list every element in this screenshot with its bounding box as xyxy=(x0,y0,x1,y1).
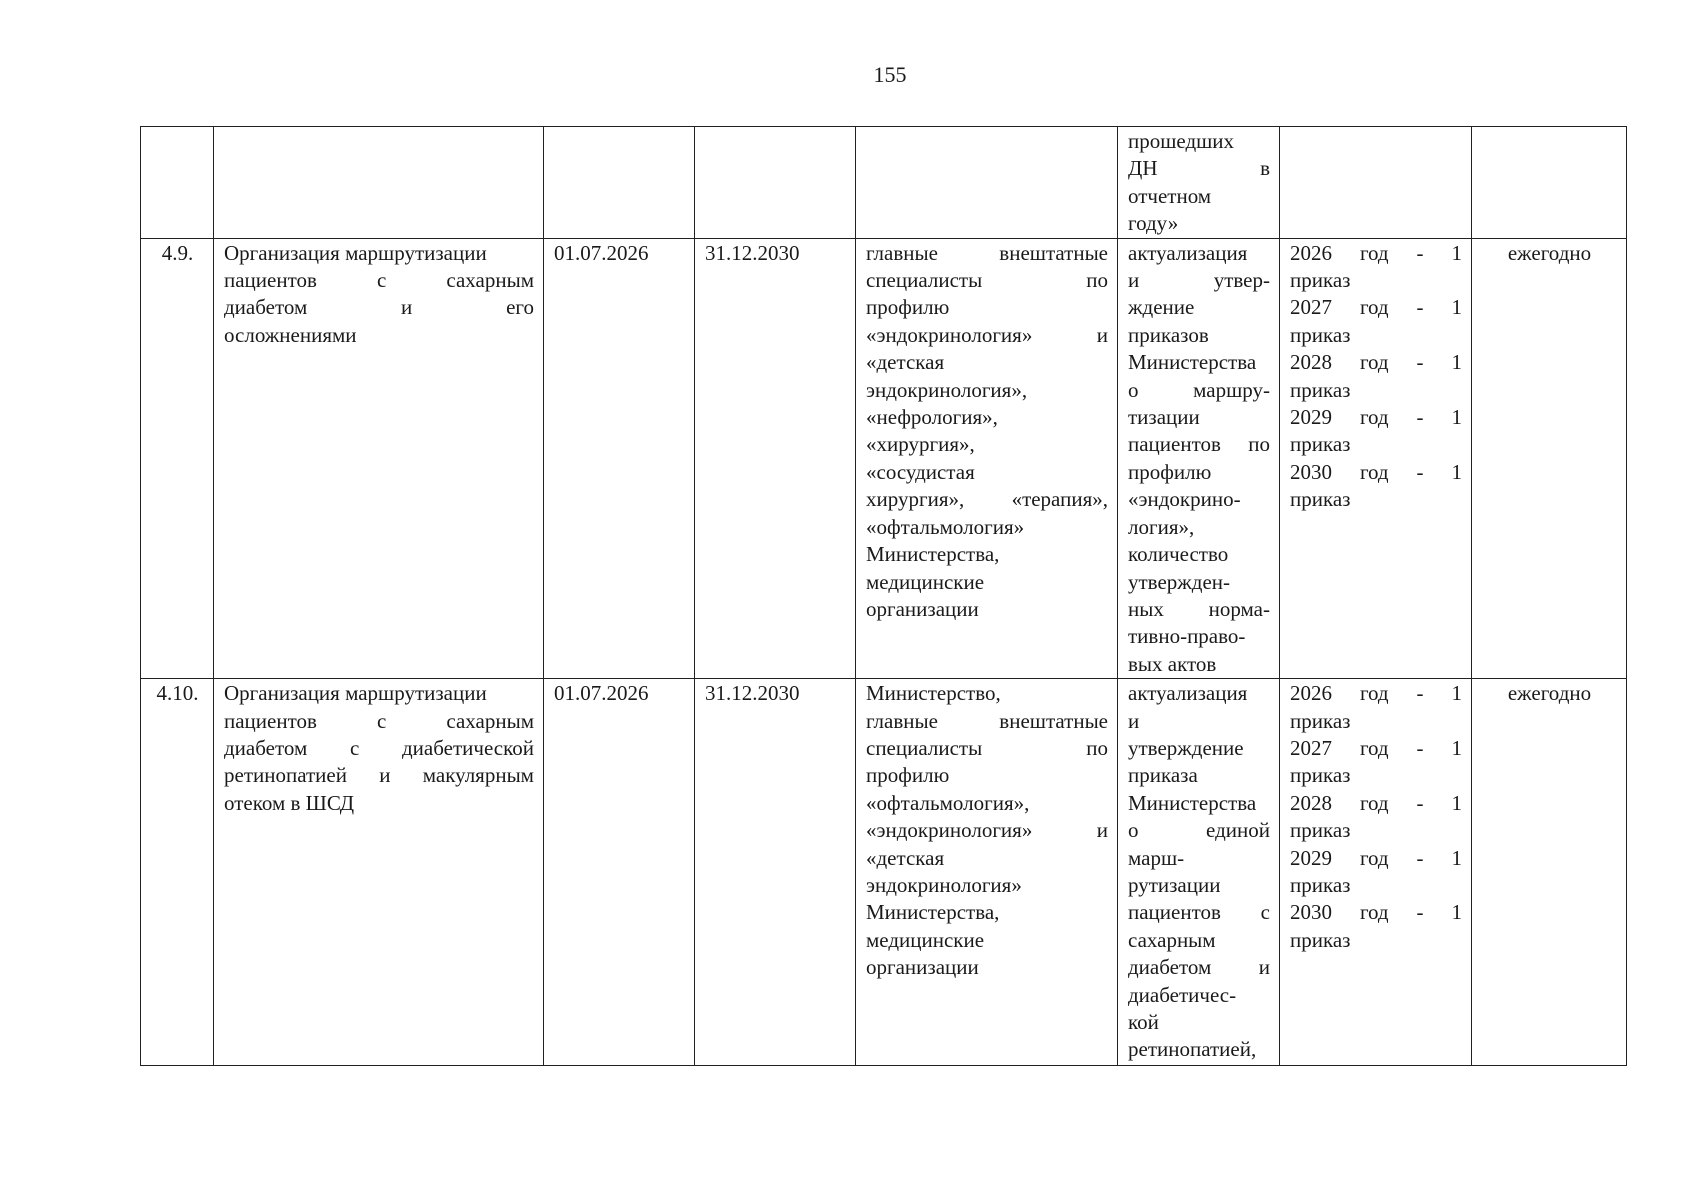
cell-end-date: 31.12.2030 xyxy=(695,238,856,679)
text-word: ных xyxy=(1128,596,1164,621)
text-word: по xyxy=(1086,735,1108,760)
text-word: диабетом xyxy=(1128,955,1212,980)
text-word: 1 xyxy=(1451,459,1462,484)
text-line xyxy=(1128,155,1270,182)
text-word: диабетом xyxy=(224,295,308,320)
text-line: «детская xyxy=(866,350,945,375)
text-word: 1 xyxy=(1451,350,1462,375)
text-line: логия», xyxy=(1128,514,1195,539)
text-line: утверждение xyxy=(1128,735,1244,760)
text-word: главные xyxy=(866,240,938,265)
text-line: актуализация xyxy=(1128,240,1248,265)
cell-number: 4.9. xyxy=(141,238,214,679)
text-word: год xyxy=(1359,295,1389,320)
text-line: кой xyxy=(1128,1010,1159,1034)
text-line xyxy=(224,762,534,789)
text-line xyxy=(1290,735,1462,762)
text-word: 2030 xyxy=(1290,459,1332,484)
text-line xyxy=(224,267,534,294)
text-line: «эндокрино- xyxy=(1128,487,1241,512)
text-word: год xyxy=(1359,735,1389,760)
text-word: год xyxy=(1359,845,1389,870)
table-row-4-10 xyxy=(141,679,1627,1066)
cell-end-date xyxy=(695,127,856,239)
text-word: 2026 xyxy=(1290,681,1332,706)
text-word: по xyxy=(1248,432,1270,457)
text-word: маршру- xyxy=(1193,377,1270,402)
text-line: Министерства xyxy=(1128,790,1257,815)
text-word: пациентов xyxy=(1128,432,1221,457)
text-line xyxy=(224,294,534,321)
text-line xyxy=(1290,294,1462,321)
text-line xyxy=(866,817,1108,844)
text-word: с xyxy=(349,735,360,760)
text-word: пациентов xyxy=(224,268,317,293)
text-line: «офтальмология», xyxy=(866,790,1030,815)
text-line xyxy=(1290,845,1462,872)
text-word: 2028 xyxy=(1290,790,1332,815)
text-line: ждение xyxy=(1128,295,1195,320)
text-line: «детская xyxy=(866,845,945,870)
text-word: - xyxy=(1416,405,1424,430)
text-word: и xyxy=(1096,322,1108,347)
text-word: 1 xyxy=(1451,295,1462,320)
cell-period xyxy=(1472,127,1627,239)
text-line: Организация маршрутизации xyxy=(224,681,487,706)
cell-measure-name xyxy=(214,679,544,1066)
text-line xyxy=(866,486,1108,513)
text-line: медицинские xyxy=(866,569,985,594)
text-line: вых актов xyxy=(1128,651,1217,676)
text-line: организации xyxy=(866,596,979,621)
text-line xyxy=(866,267,1108,294)
text-line: утвержден- xyxy=(1128,569,1231,594)
text-line xyxy=(1128,596,1270,623)
cell-period: ежегодно xyxy=(1472,679,1627,1066)
text-line: году» xyxy=(1128,211,1179,236)
text-word: макулярным xyxy=(422,763,534,788)
text-line: Министерства, xyxy=(866,900,1000,925)
text-word: единой xyxy=(1206,818,1270,843)
text-word: «эндокринология» xyxy=(866,322,1033,347)
text-word: сахарным xyxy=(446,268,534,293)
cell-responsible xyxy=(856,679,1118,1066)
cell-result xyxy=(1118,127,1280,239)
text-line xyxy=(1128,817,1270,844)
cell-measure-name xyxy=(214,238,544,679)
text-word: ДН xyxy=(1128,156,1158,181)
cell-result xyxy=(1118,238,1280,679)
text-word: и xyxy=(401,295,413,320)
text-line: приказ xyxy=(1290,268,1351,293)
text-word: 1 xyxy=(1451,240,1462,265)
text-line: Министерства, xyxy=(866,542,1000,567)
text-word: пациентов xyxy=(1128,900,1221,925)
text-line: диабетичес- xyxy=(1128,982,1237,1007)
text-line xyxy=(1290,790,1462,817)
text-word: хирургия», xyxy=(866,487,965,512)
text-line: рутизации xyxy=(1128,872,1221,897)
text-line: профилю xyxy=(1128,459,1212,484)
text-line: медицинские xyxy=(866,927,985,952)
text-word: - xyxy=(1416,681,1424,706)
text-word: 2029 xyxy=(1290,845,1332,870)
text-line xyxy=(866,240,1108,267)
text-line: тизации xyxy=(1128,405,1200,430)
text-line: приказа xyxy=(1128,763,1198,788)
cell-plan xyxy=(1280,238,1472,679)
text-word: по xyxy=(1086,268,1108,293)
text-word: «терапия», xyxy=(1011,487,1108,512)
cell-plan xyxy=(1280,679,1472,1066)
text-word: о xyxy=(1128,377,1139,402)
text-line: «нефрология», xyxy=(866,405,998,430)
table-row-continuation xyxy=(141,127,1627,239)
text-word: год xyxy=(1359,790,1389,815)
text-line xyxy=(1128,954,1270,981)
text-word: 2030 xyxy=(1290,900,1332,925)
text-line: приказ xyxy=(1290,377,1351,402)
text-word: «эндокринология» xyxy=(866,818,1033,843)
text-line xyxy=(1128,899,1270,926)
text-word: год xyxy=(1359,900,1389,925)
text-line: Организация маршрутизации xyxy=(224,240,487,265)
text-word: с xyxy=(377,268,387,293)
text-line: эндокринология» xyxy=(866,872,1022,897)
text-word: 2027 xyxy=(1290,295,1332,320)
text-line: приказ xyxy=(1290,708,1351,733)
text-word: год xyxy=(1359,350,1389,375)
text-line: количество xyxy=(1128,542,1229,567)
text-word: 1 xyxy=(1451,790,1462,815)
text-word: внештатные xyxy=(999,240,1108,265)
text-line xyxy=(1290,404,1462,431)
text-line: актуализация xyxy=(1128,681,1248,706)
cell-start-date xyxy=(544,127,695,239)
text-word: - xyxy=(1416,350,1424,375)
text-word: - xyxy=(1416,845,1424,870)
text-word: и xyxy=(1128,268,1140,293)
cell-start-date: 01.07.2026 xyxy=(544,679,695,1066)
text-line: отеком в ШСД xyxy=(224,790,355,815)
text-line: организации xyxy=(866,955,979,980)
text-word: его xyxy=(506,295,534,320)
text-line xyxy=(224,708,534,735)
text-line: эндокринология», xyxy=(866,377,1028,402)
text-word: - xyxy=(1416,240,1424,265)
text-word: 1 xyxy=(1451,405,1462,430)
text-word: диабетической xyxy=(402,735,534,760)
text-word: и xyxy=(1096,818,1108,843)
text-line: приказ xyxy=(1290,872,1351,897)
text-word: специалисты xyxy=(866,268,983,293)
text-line: Министерства xyxy=(1128,350,1257,375)
cell-responsible xyxy=(856,238,1118,679)
cell-number xyxy=(141,127,214,239)
text-line xyxy=(1290,899,1462,926)
cell-end-date: 31.12.2030 xyxy=(695,679,856,1066)
text-line xyxy=(1290,349,1462,376)
text-line: отчетном xyxy=(1128,183,1212,208)
cell-plan xyxy=(1280,127,1472,239)
text-word: с xyxy=(377,708,387,733)
text-line: марш- xyxy=(1128,845,1185,870)
text-line: и xyxy=(1128,708,1140,733)
cell-period: ежегодно xyxy=(1472,238,1627,679)
text-line: приказ xyxy=(1290,927,1351,952)
text-line: профилю xyxy=(866,295,950,320)
text-word: - xyxy=(1416,735,1424,760)
cell-start-date: 01.07.2026 xyxy=(544,238,695,679)
text-line xyxy=(1290,459,1462,486)
text-line: приказ xyxy=(1290,322,1351,347)
text-line: приказ xyxy=(1290,487,1351,512)
text-word: в xyxy=(1260,156,1270,181)
text-word: утвер- xyxy=(1213,268,1270,293)
text-word: пациентов xyxy=(224,708,317,733)
text-word: 2029 xyxy=(1290,405,1332,430)
text-word: специалисты xyxy=(866,735,983,760)
text-line: приказ xyxy=(1290,763,1351,788)
measures-table xyxy=(140,126,1627,1066)
text-line: профилю xyxy=(866,763,950,788)
text-line xyxy=(1128,431,1270,458)
text-line: ретинопатией, xyxy=(1128,1037,1257,1062)
text-word: диабетом xyxy=(224,735,308,760)
table-row-4-9 xyxy=(141,238,1627,679)
cell-number: 4.10. xyxy=(141,679,214,1066)
text-word: сахарным xyxy=(446,708,534,733)
text-line xyxy=(1128,267,1270,294)
text-word: год xyxy=(1359,405,1389,430)
text-word: 1 xyxy=(1451,681,1462,706)
text-word: и xyxy=(379,763,391,788)
text-line xyxy=(1290,680,1462,707)
text-line xyxy=(866,322,1108,349)
text-word: внештатные xyxy=(999,708,1108,733)
text-line: осложнениями xyxy=(224,322,357,347)
text-word: о xyxy=(1128,818,1139,843)
text-line xyxy=(1128,377,1270,404)
text-line: приказ xyxy=(1290,818,1351,843)
text-line: сахарным xyxy=(1128,927,1216,952)
text-word: 2027 xyxy=(1290,735,1332,760)
text-word: - xyxy=(1416,900,1424,925)
cell-responsible xyxy=(856,127,1118,239)
text-word: 1 xyxy=(1451,735,1462,760)
cell-result xyxy=(1118,679,1280,1066)
text-line xyxy=(1290,240,1462,267)
text-word: - xyxy=(1416,790,1424,815)
text-line xyxy=(224,735,534,762)
text-line: прошедших xyxy=(1128,129,1235,153)
cell-measure-name xyxy=(214,127,544,239)
text-word: - xyxy=(1416,295,1424,320)
text-word: 2028 xyxy=(1290,350,1332,375)
text-line xyxy=(866,735,1108,762)
text-line: «офтальмология» xyxy=(866,514,1025,539)
text-word: - xyxy=(1416,459,1424,484)
text-word: норма- xyxy=(1208,596,1270,621)
text-line: приказ xyxy=(1290,432,1351,457)
text-line xyxy=(866,708,1108,735)
text-word: 1 xyxy=(1451,845,1462,870)
text-word: год xyxy=(1359,459,1389,484)
text-word: главные xyxy=(866,708,938,733)
text-word: 2026 xyxy=(1290,240,1332,265)
text-word: с xyxy=(1260,900,1270,925)
text-word: год xyxy=(1359,240,1389,265)
text-word: ретинопатией xyxy=(224,763,347,788)
text-line: Министерство, xyxy=(866,681,1001,706)
text-line: тивно-право- xyxy=(1128,624,1246,649)
text-line: «хирургия», xyxy=(866,432,975,457)
text-word: год xyxy=(1359,681,1389,706)
page-number: 155 xyxy=(873,62,907,87)
text-line: приказов xyxy=(1128,322,1209,347)
text-word: и xyxy=(1258,955,1270,980)
text-line: «сосудистая xyxy=(866,459,975,484)
text-word: 1 xyxy=(1451,900,1462,925)
